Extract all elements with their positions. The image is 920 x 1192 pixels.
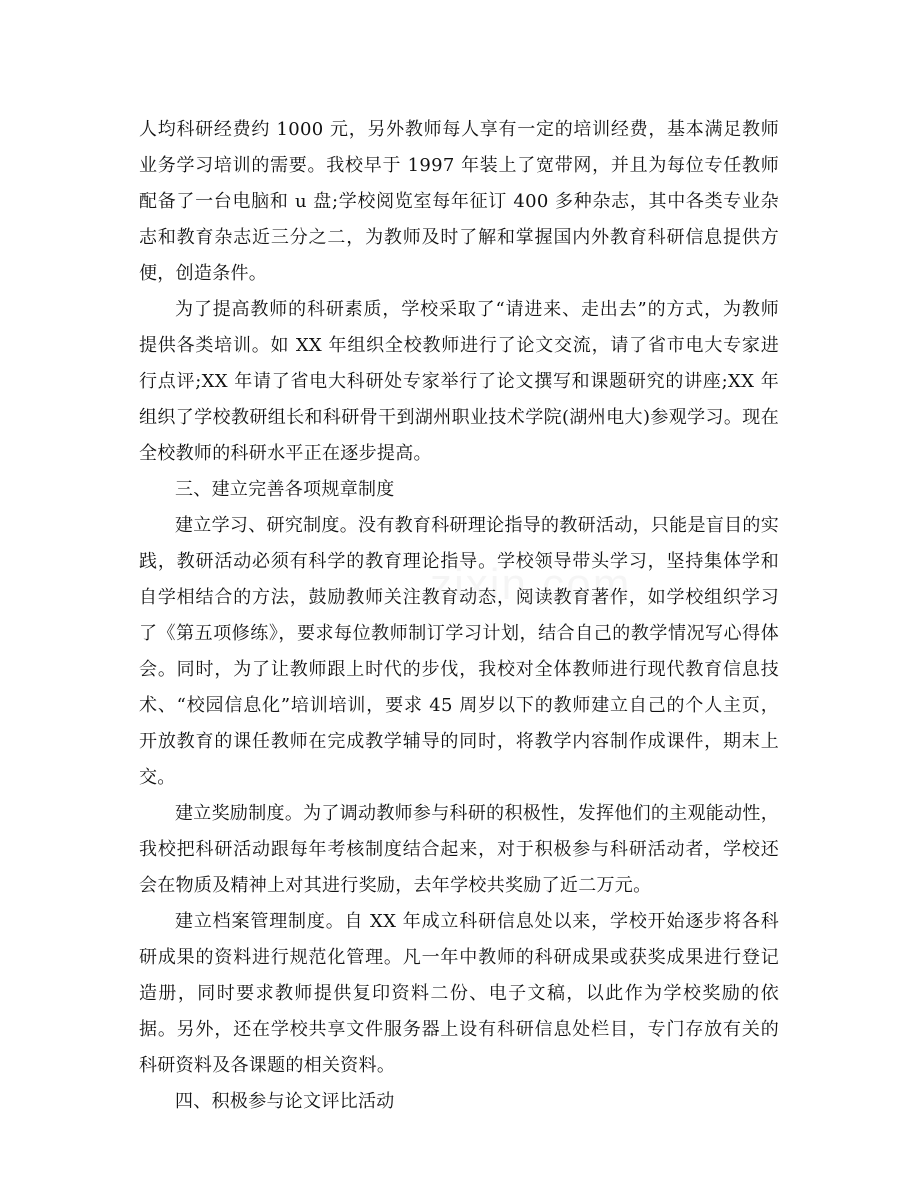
document-body — [139, 112, 779, 1120]
paragraph-1: 人均科研经费约 1000 元，另外教师每人享有一定的培训经费，基本满足教师业务学习培训的需要。我校早于 1997 年装上了宽带网，并且为每位专任教师配备了一台电脑和 u 盘;学校阅览室每年征订 400 多种杂志，其中各类专业杂志和教育杂志近三分之二，为教师及时了解和掌握国内外教育科研信息提供方便，创造条件。 — [139, 119, 779, 284]
paragraph-study-system: 建立学习、研究制度。没有教育科研理论指导的教研活动，只能是盲目的实践，教研活动必须有科学的教育理论指导。学校领导带头学习，坚持集体学和自学相结合的方法，鼓励教师关注教育动态，阅读教育著作，如学校组织学习了《第五项修练》，要求每位教师制订学习计划，结合自己的教学情况写心得体会。同时，为了让教师跟上时代的步伐，我校对全体教师进行现代教育信息技术、“校园信息化”培训培训，要求 45 周岁以下的教师建立自己的个人主页，开放教育的课任教师在完成教学辅导的同时，将教学内容制作成课件，期末上交。 — [139, 515, 779, 788]
paragraph-2: 为了提高教师的科研素质，学校采取了“请进来、走出去”的方式，为教师提供各类培训。如 XX 年组织全校教师进行了论文交流，请了省市电大专家进行点评;XX 年请了省电大科研处专家举行了论文撰写和课题研究的讲座;XX 年组织了学校教研组长和科研骨干到湖州职业技术学院(湖州电大)参观学习。现在全校教师的科研水平正在逐步提高。 — [139, 299, 779, 464]
paragraph-reward-system: 建立奖励制度。为了调动教师参与科研的积极性，发挥他们的主观能动性，我校把科研活动跟每年考核制度结合起来，对于积极参与科研活动者，学校还会在物质及精神上对其进行奖励，去年学校共奖励了近二万元。 — [139, 803, 779, 896]
section-heading-3: 三、建立完善各项规章制度 — [175, 479, 395, 500]
section-heading-4: 四、积极参与论文评比活动 — [175, 1091, 395, 1112]
paragraph-archive-system: 建立档案管理制度。自 XX 年成立科研信息处以来，学校开始逐步将各科研成果的资料进行规范化管理。凡一年中教师的科研成果或获奖成果进行登记造册，同时要求教师提供复印资料二份、电子文稿，以此作为学校奖励的依据。另外，还在学校共享文件服务器上设有科研信息处栏目，专门存放有关的科研资料及各课题的相关资料。 — [139, 911, 779, 1076]
